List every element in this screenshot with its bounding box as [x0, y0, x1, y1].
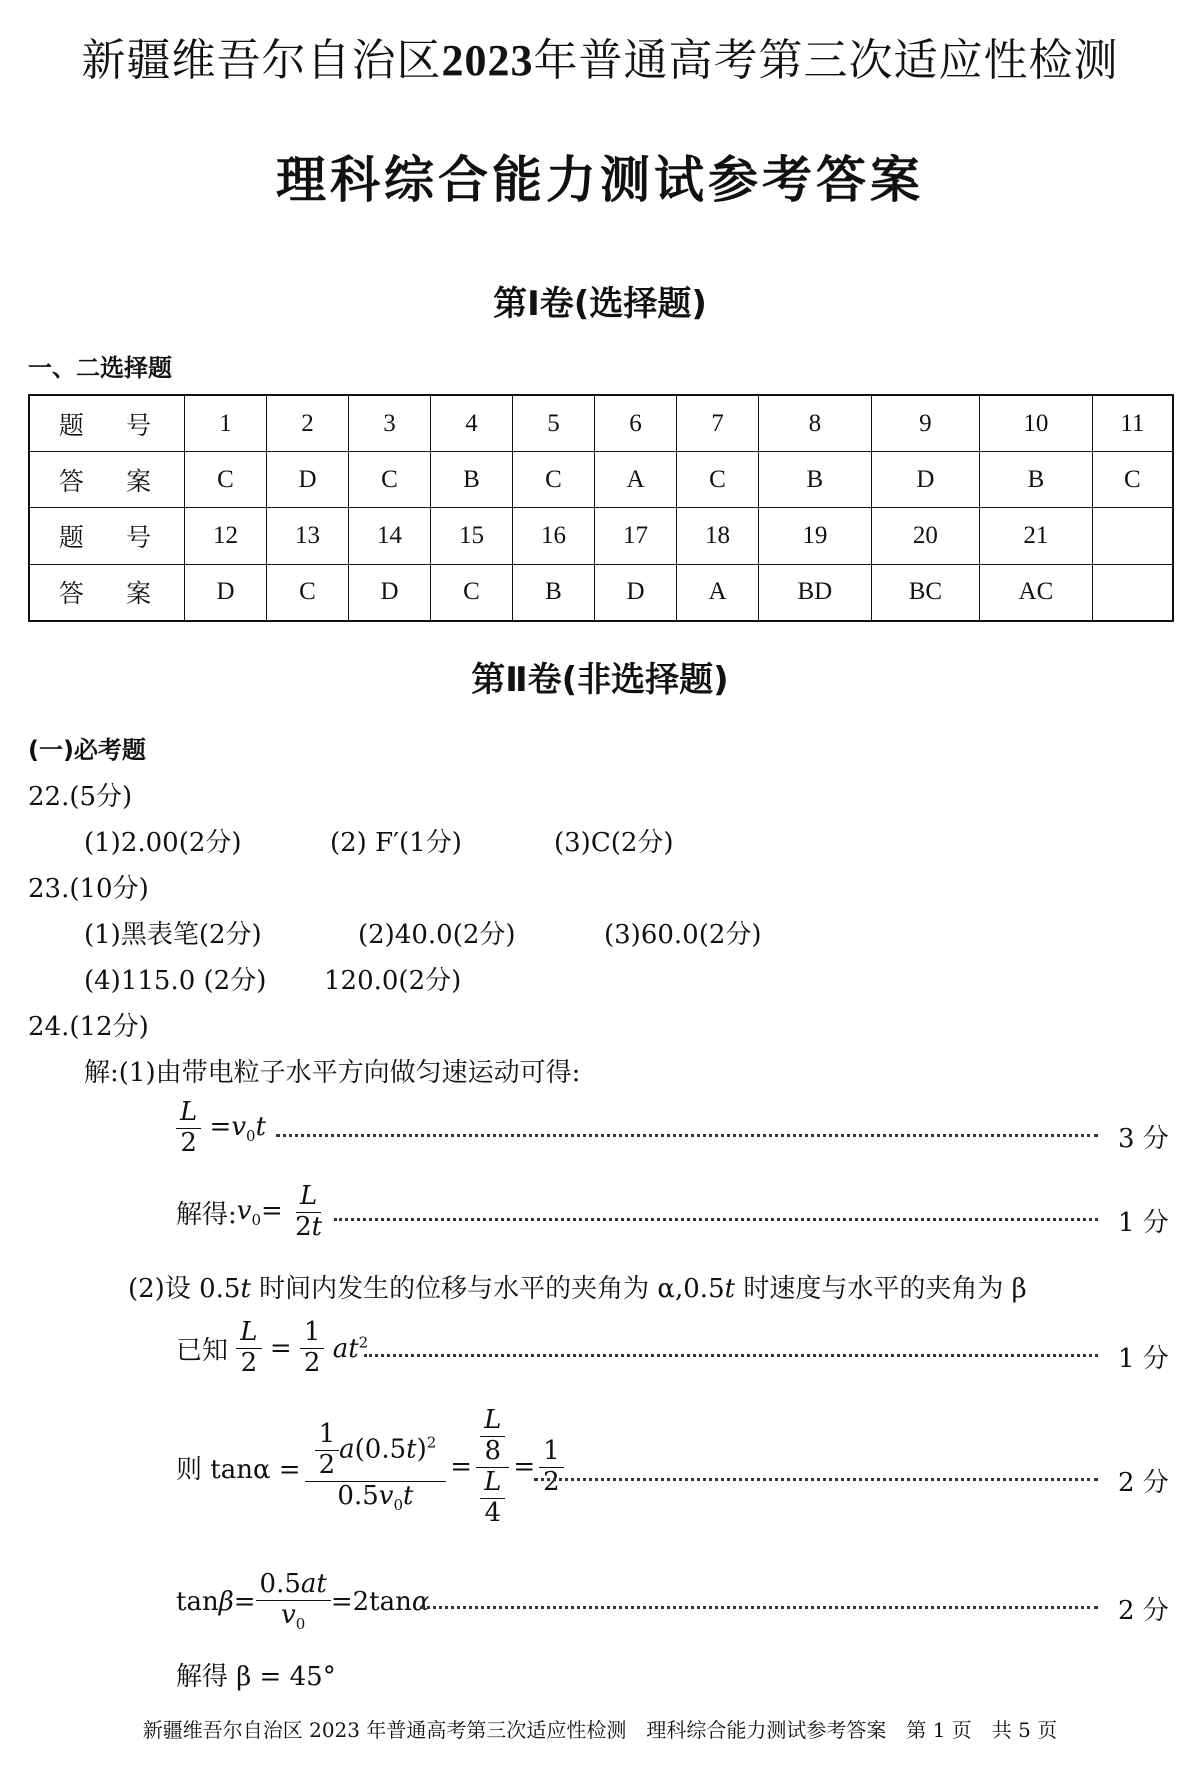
q22-answer-2: (2) F′(1分) — [330, 828, 462, 858]
q24-intro: 解:(1)由带电粒子水平方向做匀速运动可得: — [84, 1058, 581, 1088]
table-cell: 12 — [185, 508, 267, 564]
table-cell: C — [267, 564, 349, 621]
table-cell: A — [595, 452, 677, 508]
table-label: 答 案 — [29, 564, 185, 621]
eq3-score: 1 分 — [1118, 1344, 1169, 1374]
table-cell: D — [595, 564, 677, 621]
table-cell: B — [513, 564, 595, 621]
equation-4: 则 tanα = $\frac{1}{2}$ $a(0.5t)^2$ $0.5v_0t$ = $\frac{\frac{L}{8}}{\frac{L}{4}}$ = $\frac{1}{2}$ — [176, 1406, 564, 1529]
answer-table — [28, 394, 1174, 622]
table-cell: 5 — [513, 395, 595, 452]
table-cell: C — [185, 452, 267, 508]
document-title: 新疆维吾尔自治区2023年普通高考第三次适应性检测 — [81, 35, 1119, 86]
leader-dots — [420, 1606, 1098, 1609]
table-cell — [1092, 508, 1173, 564]
q24-heading: 24.(12分) — [28, 1012, 149, 1042]
table-cell: D — [185, 564, 267, 621]
q23-heading: 23.(10分) — [28, 874, 149, 904]
table-cell: 16 — [513, 508, 595, 564]
q23-answer-4: (4)115.0 (2分) — [84, 966, 267, 996]
table-cell: C — [513, 452, 595, 508]
table-cell: 19 — [759, 508, 872, 564]
table-cell: 13 — [267, 508, 349, 564]
table-cell: 21 — [980, 508, 1093, 564]
eq3-prefix: 已知 — [176, 1335, 229, 1366]
table-cell: 2 — [267, 395, 349, 452]
table-label: 题 号 — [29, 508, 185, 564]
q24-result: 解得 β = 45° — [176, 1662, 336, 1692]
q24-part2-text: (2)设 0.5t 时间内发生的位移与水平的夹角为 α,0.5t 时速度与水平的夹角为 β — [128, 1274, 1027, 1304]
section-choice-title: 一、二选择题 — [28, 354, 172, 382]
table-label: 答 案 — [29, 452, 185, 508]
table-cell: 3 — [349, 395, 431, 452]
table-cell: 11 — [1092, 395, 1173, 452]
q23-answer-3: (3)60.0(2分) — [604, 920, 762, 950]
table-cell: AC — [980, 564, 1093, 621]
table-cell: B — [759, 452, 872, 508]
table-row — [29, 508, 1173, 564]
leader-dots — [276, 1134, 1098, 1137]
q23-answer-1: (1)黑表笔(2分) — [84, 920, 262, 950]
table-cell: 4 — [431, 395, 513, 452]
eq2-prefix: 解得: — [176, 1199, 237, 1230]
leader-dots — [534, 1478, 1098, 1481]
equation-2: 解得$:v_0=$ $\frac{L}{2t}$ — [176, 1181, 323, 1242]
page-footer: 新疆维吾尔自治区 2023 年普通高考第三次适应性检测 理科综合能力测试参考答案 第 1 页 共 5 页 — [142, 1718, 1058, 1742]
section-required-title: (一)必考题 — [28, 736, 146, 764]
part2-title: 第Ⅱ卷(非选择题) — [471, 660, 729, 700]
part1-title: 第Ⅰ卷(选择题) — [493, 284, 707, 324]
table-cell — [1092, 564, 1173, 621]
table-row — [29, 564, 1173, 621]
leader-dots — [364, 1354, 1098, 1357]
table-cell: B — [980, 452, 1093, 508]
document-subtitle: 理科综合能力测试参考答案 — [276, 151, 924, 209]
q22-answer-3: (3)C(2分) — [554, 828, 674, 858]
q22-heading: 22.(5分) — [28, 782, 133, 812]
table-cell: 9 — [871, 395, 979, 452]
table-cell: 18 — [677, 508, 759, 564]
eq4-prefix: 则 tanα = — [176, 1454, 301, 1485]
q22-answer-1: (1)2.00(2分) — [84, 828, 242, 858]
table-cell: 15 — [431, 508, 513, 564]
table-cell: 14 — [349, 508, 431, 564]
table-cell: C — [677, 452, 759, 508]
table-cell: 20 — [871, 508, 979, 564]
eq5-score: 2 分 — [1118, 1596, 1169, 1626]
table-row — [29, 395, 1173, 452]
table-label: 题 号 — [29, 395, 185, 452]
table-cell: C — [349, 452, 431, 508]
table-cell: 8 — [759, 395, 872, 452]
table-cell: 6 — [595, 395, 677, 452]
equation-1: $\frac{L}{2}$ $=v_0t$ — [176, 1098, 266, 1159]
leader-dots — [334, 1218, 1098, 1221]
table-cell: A — [677, 564, 759, 621]
table-cell: 17 — [595, 508, 677, 564]
q23-answer-2: (2)40.0(2分) — [358, 920, 516, 950]
table-cell: D — [871, 452, 979, 508]
q23-answer-5: 120.0(2分) — [324, 966, 462, 996]
table-cell: 1 — [185, 395, 267, 452]
equation-3: 已知 $\frac{L}{2}$ = $\frac{1}{2}$ $at^2$ — [176, 1317, 369, 1378]
equation-5: tanβ= $\frac{0.5at}{v_0}$ =2tanα — [176, 1569, 430, 1634]
table-cell: B — [431, 452, 513, 508]
table-cell: D — [349, 564, 431, 621]
eq1-score: 3 分 — [1118, 1124, 1169, 1154]
table-cell: BC — [871, 564, 979, 621]
table-row — [29, 452, 1173, 508]
table-cell: D — [267, 452, 349, 508]
table-cell: BD — [759, 564, 872, 621]
table-cell: 7 — [677, 395, 759, 452]
eq4-score: 2 分 — [1118, 1468, 1169, 1498]
table-cell: 10 — [980, 395, 1093, 452]
eq2-score: 1 分 — [1118, 1208, 1169, 1238]
table-cell: C — [431, 564, 513, 621]
table-cell: C — [1092, 452, 1173, 508]
